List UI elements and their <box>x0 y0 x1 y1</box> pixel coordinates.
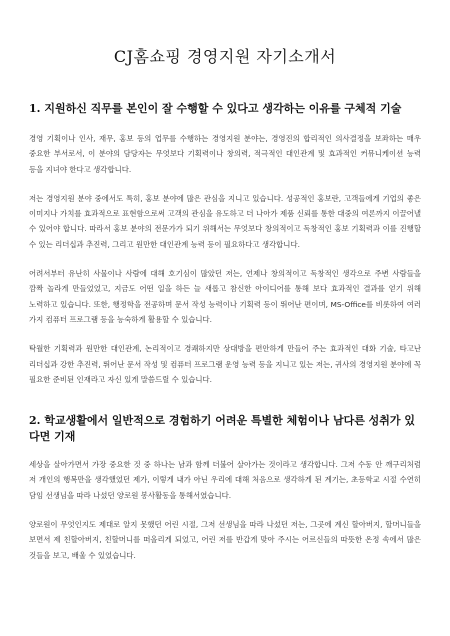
section-heading: 1. 지원하신 직무를 본인이 잘 수행할 수 있다고 생각하는 이유를 구체적 기술 <box>29 102 402 115</box>
section-2 <box>29 413 421 563</box>
paragraph: 경영 기획이나 인사, 재무, 홍보 등의 업무를 수행하는 경영지원 분야는, 경영진의 합리적인 의사결정을 보좌하는 매우 중요한 부서로서, 이 분야의 담당자는 무엇보다 기획력이나 창의력, 적극적인 대인관계 및 효과적인 커뮤니케이션 능력 등을 지녀야 한다고 생각합니다. <box>29 134 421 174</box>
paragraph: 어려서부터 유난히 사물이나 사람에 대해 호기심이 많았던 저는, 언제나 창의적이고 독창적인 생각으로 주변 사람들을 깜짝 놀라게 만들었었고, 지금도 어떤 일을 하든 늘 새롭고 참신한 아이디어를 통해 보다 효과적인 결과를 얻기 위해 노력하고 있습니다. 또한, 행정학을 전공하며 문서 작성 능력이나 기획력 등이 뛰어난 편이며, MS-Office를 비롯하여 여러 가지 컴퓨터 프로그램 등을 능숙하게 활용할 수 있습니다. <box>29 269 421 324</box>
section-1 <box>29 101 421 387</box>
section-heading: 2. 학교생활에서 일반적으로 경험하기 어려운 특별한 체험이나 남다른 성취가 있다면 기재 <box>29 414 415 444</box>
document-title: CJ홈쇼핑 경영지원 자기소개서 <box>113 47 337 66</box>
paragraph: 저는 경영지원 분야 중에서도 특히, 홍보 분야에 많은 관심을 지니고 있습니다. 성공적인 홍보란, 고객들에게 기업의 좋은 이미지나 가치를 효과적으로 표현함으로써 고객의 관심을 유도하고 더 나아가 제품 신뢰를 통한 대중의 여론까지 이끌어낼 수 있어야 합니다. 따라서 홍보 분야의 전문가가 되기 위해서는 무엇보다 창의적이고 독창적인 홍보 기획력과 이를 진행할 수 있는 리더십과 추진력, 그리고 원만한 대인관계 능력 등이 필요하다고 생각합니다. <box>29 193 421 249</box>
paragraph: 양로원이 무엇인지도 제대로 알지 못했던 어린 시절, 그저 선생님을 따라 나섰던 저는, 그곳에 계신 할아버지, 할머니들을 보면서 제 친할아버지, 친할머니를 떠올리게 되었고, 어린 저를 반갑게 맞아 주시는 어르신들의 따뜻한 온정 속에서 많은 것들을 보고, 배울 수 있었습니다. <box>29 520 421 560</box>
paragraph: 탁월한 기획력과 원만한 대인관계, 논리적이고 경쾌하지만 상대방을 편안하게 만들어 주는 효과적인 대화 기술, 타고난 리더십과 강한 추진력, 뛰어난 문서 작성 및 컴퓨터 프로그램 운영 능력 등을 지니고 있는 저는, 귀사의 경영지원 분야에 꼭 필요한 준비된 인재라고 자신 있게 말씀드릴 수 있습니다. <box>29 344 421 384</box>
paragraph: 세상을 살아가면서 가장 중요한 것 중 하나는 남과 함께 더불어 살아가는 것이라고 생각합니다. 그저 수동 안 깨구리처럼 저 개인의 행복만을 생각했었던 제가, 이렇게 내가 아닌 우리에 대해 처음으로 생각하게 된 계기는, 초등학교 시절 수연히 담임 선생님을 따라 나섰던 양로원 봉사활동을 통해서였습니다. <box>29 460 421 500</box>
